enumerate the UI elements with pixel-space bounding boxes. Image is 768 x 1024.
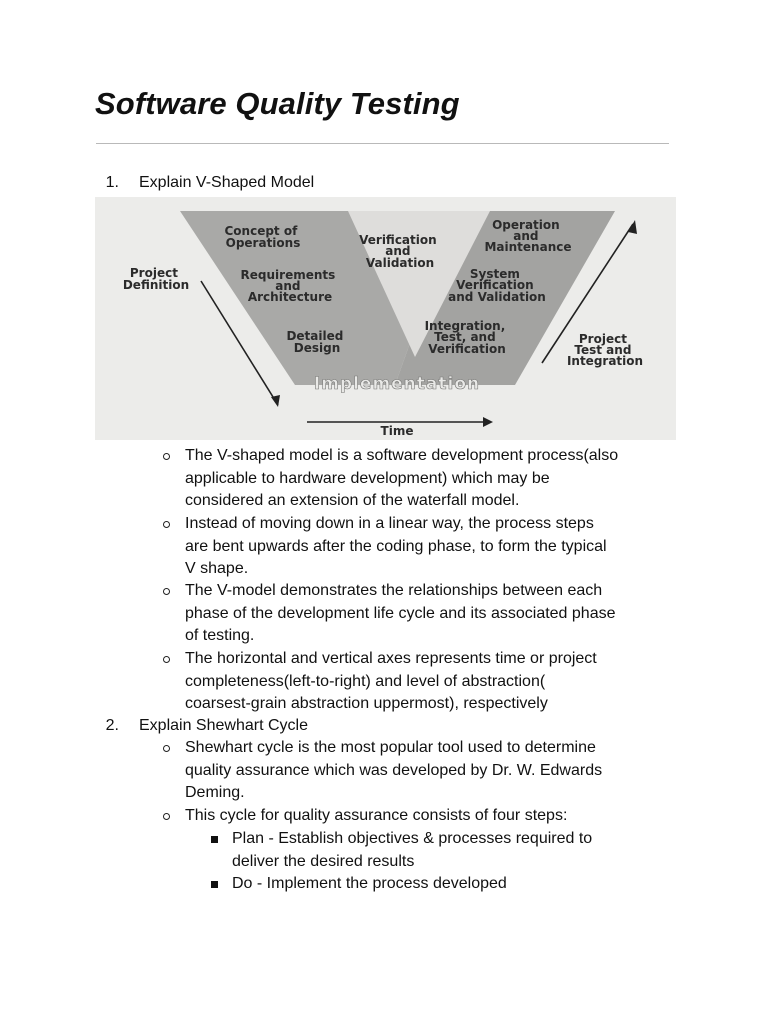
label-time: Time — [380, 424, 414, 438]
square-bullet-icon — [211, 881, 218, 888]
page-title: Software Quality Testing — [95, 86, 460, 121]
section-heading-text: Explain Shewhart Cycle — [139, 717, 308, 734]
square-bullet-icon — [211, 836, 218, 843]
label-operation-maintenance: Operation and Maintenance — [484, 218, 572, 254]
label-system-verification: System Verification and Validation — [448, 267, 546, 304]
up-arrow-head — [628, 220, 637, 234]
label-project-test-integration: Project Test and Integration — [566, 332, 644, 368]
section-heading-text: Explain V-Shaped Model — [139, 174, 315, 191]
section-number: 2. — [105, 717, 119, 734]
label-requirements-architecture: Requirements and Architecture — [240, 268, 336, 304]
label-detailed-design: Detailed Design — [286, 329, 344, 355]
down-arrow-head — [271, 395, 280, 407]
label-concept-of-operations: Concept of Operations — [224, 224, 301, 250]
label-implementation: Implementation — [313, 374, 481, 394]
label-verification-validation: Verification and Validation — [359, 233, 437, 270]
title-divider — [96, 143, 669, 144]
circle-bullet-icon — [163, 588, 170, 595]
label-project-definition: Project Definition — [122, 266, 190, 292]
time-arrow-head — [483, 417, 493, 427]
circle-bullet-icon — [163, 813, 170, 820]
circle-bullet-icon — [163, 656, 170, 663]
circle-bullet-icon — [163, 521, 170, 528]
circle-bullet-icon — [163, 745, 170, 752]
v-model-diagram — [95, 197, 676, 440]
circle-bullet-icon — [163, 453, 170, 460]
label-integration-test: Integration, Test, and Verification — [424, 319, 506, 356]
section-number: 1. — [105, 174, 119, 191]
